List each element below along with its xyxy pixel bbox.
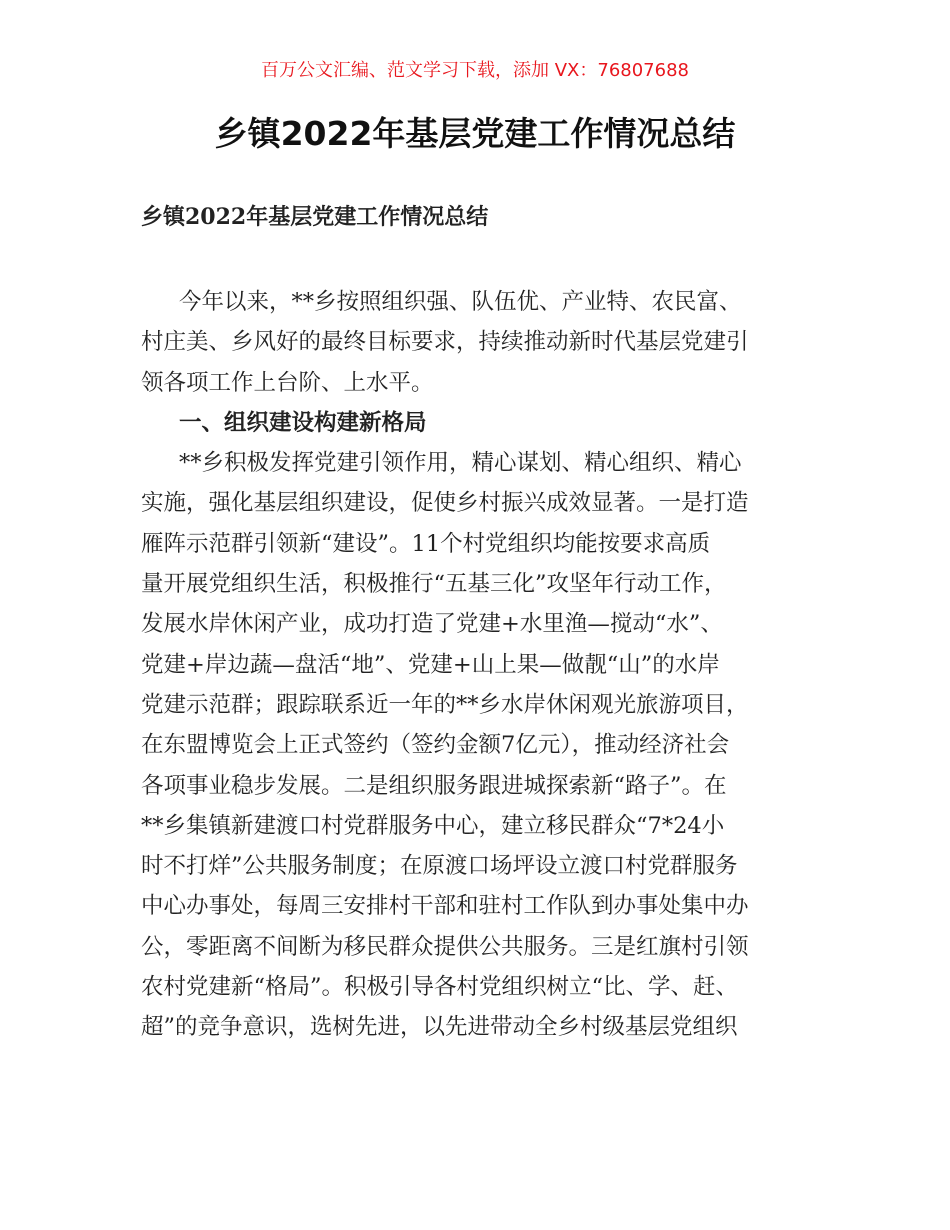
section1-line: 超”的竞争意识，选树先进，以先进带动全乡村级基层党组织 bbox=[141, 1014, 738, 1041]
section-heading: 一、组织建设构建新格局 bbox=[179, 409, 427, 436]
section1-line: 时不打烊”公共服务制度；在原渡口场坪设立渡口村党群服务 bbox=[141, 853, 738, 880]
section1-line: 实施，强化基层组织建设，促使乡村振兴成效显著。一是打造 bbox=[141, 490, 749, 517]
section1-line: 公，零距离不间断为移民群众提供公共服务。三是红旗村引领 bbox=[141, 933, 749, 960]
section1-line: 中心办事处，每周三安排村干部和驻村工作队到办事处集中办 bbox=[141, 893, 749, 920]
section1-line: 发展水岸休闲产业，成功打造了党建+水里渔—搅动“水”、 bbox=[141, 611, 723, 638]
section1-line: **乡集镇新建渡口村党群服务中心，建立移民群众“7*24小 bbox=[141, 812, 725, 839]
section1-line: 党建示范群；跟踪联系近一年的**乡水岸休闲观光旅游项目， bbox=[141, 691, 749, 718]
section1-line: 农村党建新“格局”。积极引导各村党组织树立“比、学、赶、 bbox=[141, 974, 739, 1001]
section1-line: **乡积极发挥党建引领作用，精心谋划、精心组织、精心 bbox=[179, 450, 742, 477]
section1-line: 各项事业稳步发展。二是组织服务跟进城探索新“路子”。在 bbox=[141, 772, 727, 799]
intro-line: 领各项工作上台阶、上水平。 bbox=[141, 369, 434, 396]
section1-line: 在东盟博览会上正式签约（签约金额7亿元），推动经济社会 bbox=[141, 732, 730, 759]
document-subtitle: 乡镇2022年基层党建工作情况总结 bbox=[141, 204, 489, 230]
section1-line: 党建+岸边蔬—盘活“地”、党建+山上果—做靓“山”的水岸 bbox=[141, 651, 720, 678]
section1-line: 雁阵示范群引领新“建设”。11个村党组织均能按要求高质 bbox=[141, 530, 711, 557]
document-body bbox=[141, 282, 813, 1048]
document-title: 乡镇2022年基层党建工作情况总结 bbox=[214, 114, 736, 153]
intro-line: 村庄美、乡风好的最终目标要求，持续推动新时代基层党建引 bbox=[141, 329, 749, 356]
section1-line: 量开展党组织生活，积极推行“五基三化”攻坚年行动工作， bbox=[141, 571, 727, 598]
intro-line: 今年以来，**乡按照组织强、队伍优、产业特、农民富、 bbox=[179, 289, 742, 315]
download-banner: 百万公文汇编、范文学习下载，添加 VX：76807688 bbox=[261, 60, 689, 81]
